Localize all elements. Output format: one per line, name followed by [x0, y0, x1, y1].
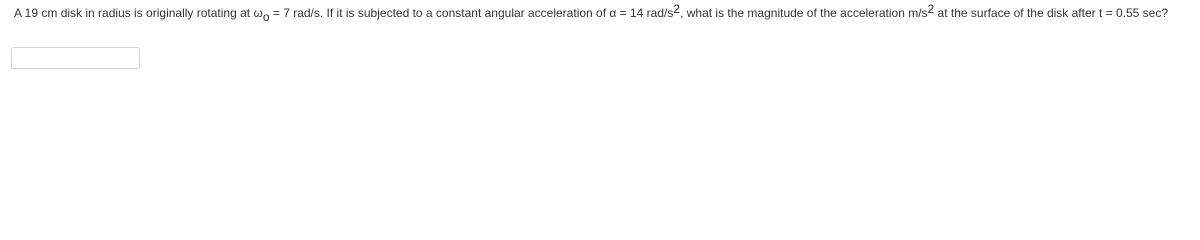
unit-exponent-1: 2	[673, 2, 681, 16]
question-part-1: A 19 cm disk in radius is originally rotating at	[14, 6, 254, 20]
question-text	[14, 3, 1194, 23]
unit-exponent-2: 2	[927, 2, 935, 16]
question-part-4: , what is the magnitude of the acceleration m/s	[680, 6, 928, 20]
question-part-5: at the surface of the disk after t = 0.55 sec?	[934, 6, 1169, 20]
omega-symbol: ω	[253, 6, 263, 20]
answer-input[interactable]	[11, 47, 140, 69]
question-part-3: = 14 rad/s	[616, 6, 674, 20]
question-part-2: = 7 rad/s. If it is subjected to a constant angular acceleration of	[269, 6, 610, 20]
omega-subscript: o	[262, 10, 270, 24]
alpha-symbol: α	[609, 6, 617, 20]
